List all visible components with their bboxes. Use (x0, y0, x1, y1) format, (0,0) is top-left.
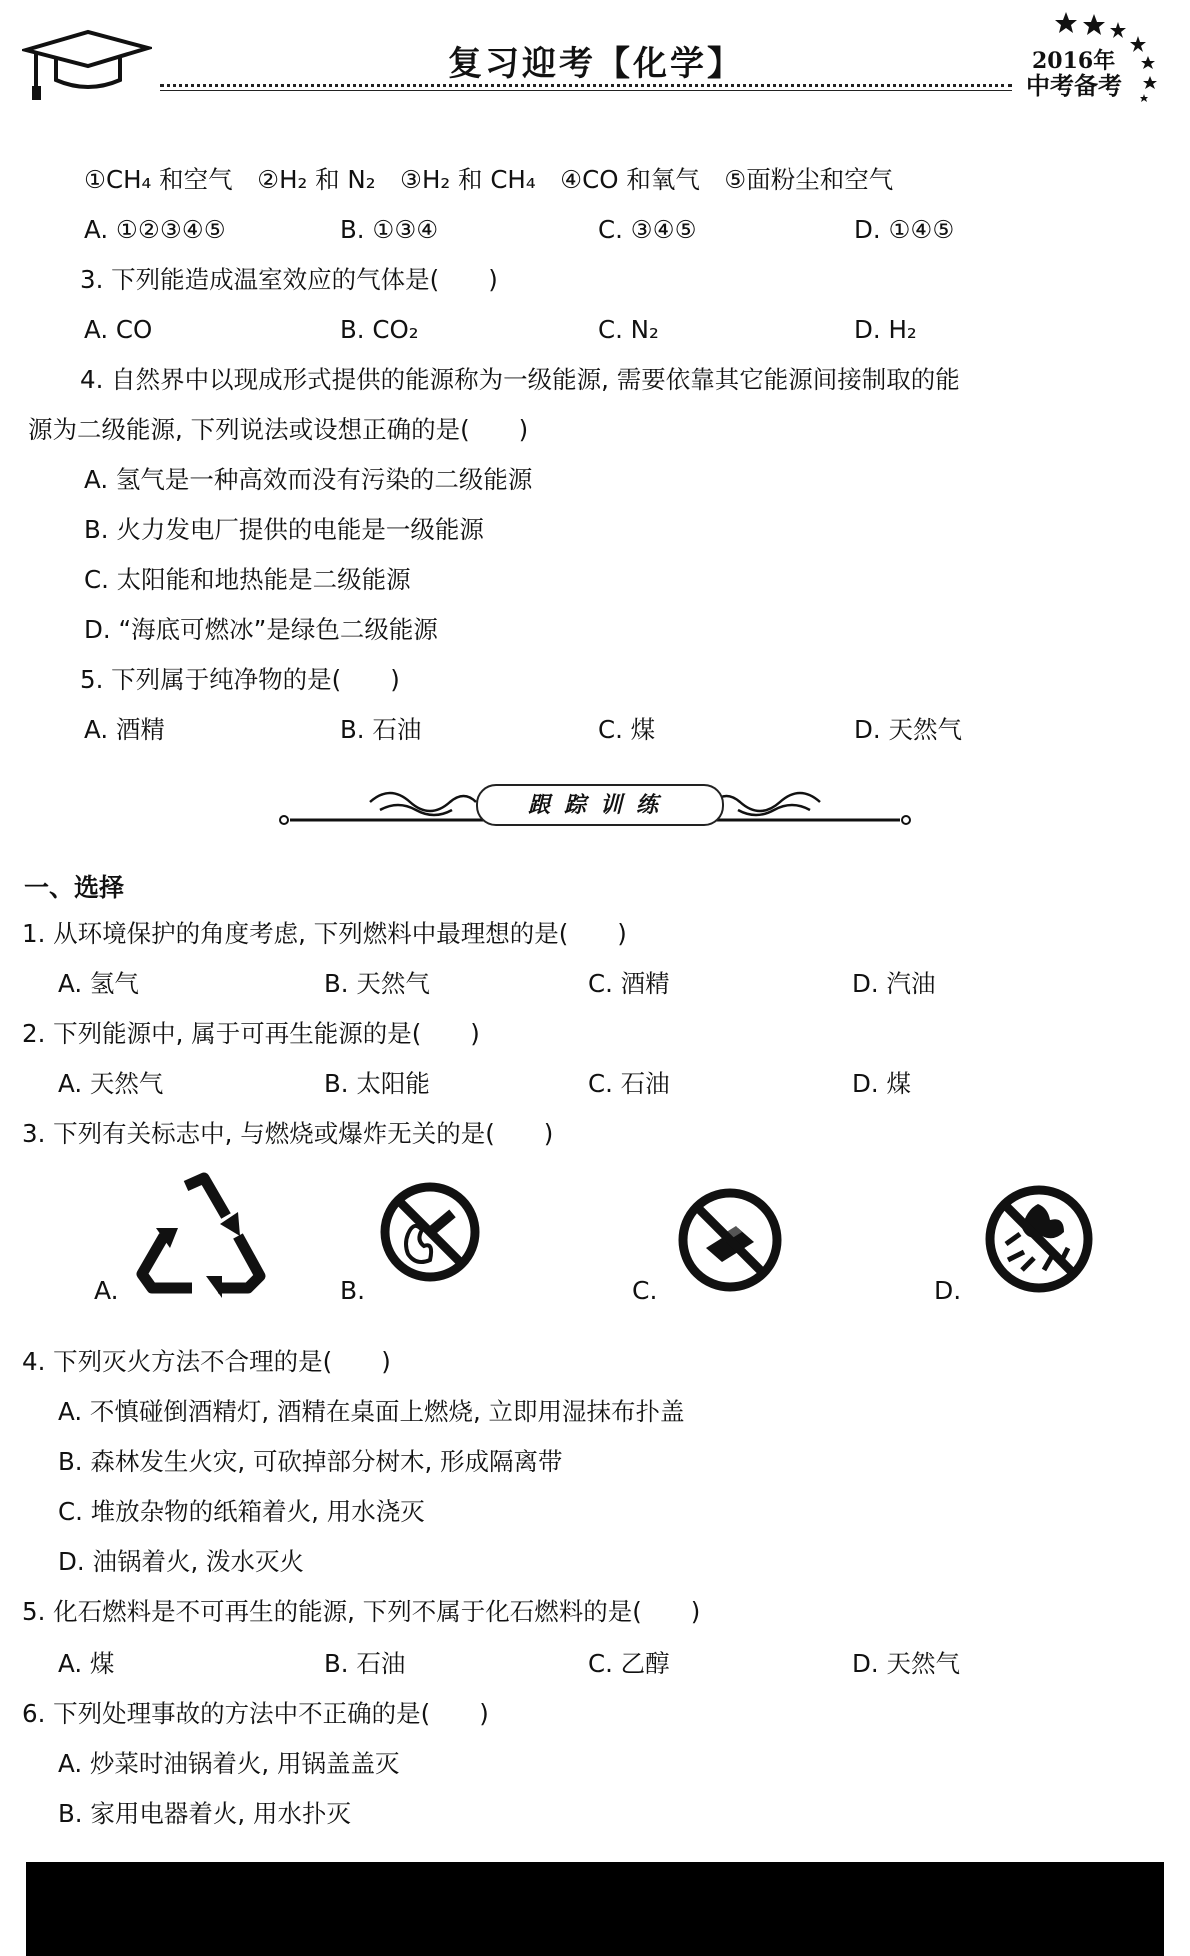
p5-stem: 5. 化石燃料是不可再生的能源, 下列不属于化石燃料的是( ) (22, 1597, 701, 1626)
q5-stem: 5. 下列属于纯净物的是( ) (80, 665, 400, 694)
p5-option-c: C. 乙醇 (588, 1649, 670, 1678)
p1-option-d: D. 汽油 (852, 969, 936, 998)
no-fireworks-icon (676, 1186, 784, 1294)
q3-option-c: C. N₂ (598, 315, 659, 344)
no-smoking-icon (378, 1180, 482, 1284)
q5-option-b: B. 石油 (340, 715, 422, 744)
badge-year: 2016年 (1032, 48, 1116, 74)
p2-option-a: A. 天然气 (58, 1069, 164, 1098)
q4-stem-line2: 源为二级能源, 下列说法或设想正确的是( ) (28, 415, 529, 444)
p4-option-d: D. 油锅着火, 泼水灭火 (58, 1547, 305, 1576)
q2-option-b: B. ①③④ (340, 215, 439, 244)
p4-option-a: A. 不慎碰倒酒精灯, 酒精在桌面上燃烧, 立即用湿抹布扑盖 (58, 1397, 685, 1426)
p3-label-d: D. (934, 1276, 962, 1305)
q5-option-c: C. 煤 (598, 715, 656, 744)
p2-option-d: D. 煤 (852, 1069, 911, 1098)
p1-option-c: C. 酒精 (588, 969, 670, 998)
p2-option-c: C. 石油 (588, 1069, 670, 1098)
q2-option-c: C. ③④⑤ (598, 215, 697, 244)
p3-label-b: B. (340, 1276, 366, 1305)
p1-option-b: B. 天然气 (324, 969, 430, 998)
q4-option-a: A. 氢气是一种高效而没有污染的二级能源 (84, 465, 533, 494)
p5-option-d: D. 天然气 (852, 1649, 960, 1678)
q3-option-a: A. CO (84, 315, 153, 344)
q4-option-d: D. “海底可燃冰”是绿色二级能源 (84, 615, 438, 644)
q5-option-d: D. 天然气 (854, 715, 962, 744)
recycle-icon (134, 1172, 274, 1298)
p3-stem: 3. 下列有关标志中, 与燃烧或爆炸无关的是( ) (22, 1119, 554, 1148)
badge-subtitle: 中考备考 (1026, 71, 1122, 100)
p6-stem: 6. 下列处理事故的方法中不正确的是( ) (22, 1699, 489, 1728)
p2-stem: 2. 下列能源中, 属于可再生能源的是( ) (22, 1019, 480, 1048)
q3-option-b: B. CO₂ (340, 315, 419, 344)
page-header (0, 0, 1190, 110)
q2-option-d: D. ①④⑤ (854, 215, 955, 244)
bottom-black-bar (26, 1862, 1164, 1956)
q4-option-b: B. 火力发电厂提供的电能是一级能源 (84, 515, 484, 544)
p3-label-c: C. (632, 1276, 658, 1305)
p2-option-b: B. 太阳能 (324, 1069, 430, 1098)
q2-items: ①CH₄ 和空气 ②H₂ 和 N₂ ③H₂ 和 CH₄ ④CO 和氧气 ⑤面粉尘和空气 (84, 165, 894, 194)
q4-stem-line1: 4. 自然界中以现成形式提供的能源称为一级能源, 需要依靠其它能源间接制取的能 (80, 365, 960, 394)
q3-option-d: D. H₂ (854, 315, 917, 344)
p6-option-b: B. 家用电器着火, 用水扑灭 (58, 1799, 351, 1828)
p5-option-b: B. 石油 (324, 1649, 406, 1678)
p1-stem: 1. 从环境保护的角度考虑, 下列燃料中最理想的是( ) (22, 919, 627, 948)
section-divider-label: 跟踪训练 (476, 784, 724, 826)
page-title: 复习迎考【化学】 (448, 44, 744, 84)
graduation-cap-icon (22, 28, 152, 100)
q5-option-a: A. 酒精 (84, 715, 165, 744)
p3-label-a: A. (94, 1276, 119, 1305)
section-heading: 一、选择 (24, 873, 125, 902)
q3-stem: 3. 下列能造成温室效应的气体是( ) (80, 265, 498, 294)
no-explosives-icon (982, 1182, 1096, 1296)
p4-option-b: B. 森林发生火灾, 可砍掉部分树木, 形成隔离带 (58, 1447, 563, 1476)
p4-option-c: C. 堆放杂物的纸箱着火, 用水浇灭 (58, 1497, 425, 1526)
p1-option-a: A. 氢气 (58, 969, 139, 998)
p4-stem: 4. 下列灭火方法不合理的是( ) (22, 1347, 391, 1376)
q4-option-c: C. 太阳能和地热能是二级能源 (84, 565, 411, 594)
p5-option-a: A. 煤 (58, 1649, 115, 1678)
p6-option-a: A. 炒菜时油锅着火, 用锅盖盖灭 (58, 1749, 400, 1778)
header-rule (160, 90, 1012, 91)
q2-option-a: A. ①②③④⑤ (84, 215, 226, 244)
header-dotted-rule (160, 84, 1012, 87)
